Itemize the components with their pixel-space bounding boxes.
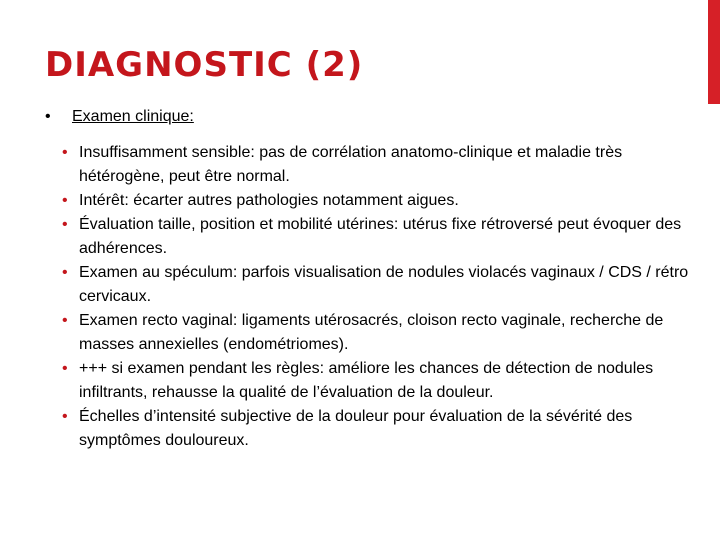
bullet-text: Intérêt: écarter autres pathologies notamment aigues. [79, 192, 459, 209]
bullet-item [62, 261, 702, 309]
bullet-item [62, 189, 702, 213]
bullet-text: Échelles d’intensité subjective de la douleur pour évaluation de la sévérité des symptômes douloureux. [79, 408, 633, 449]
section-label: Examen clinique: [72, 108, 194, 125]
bullet-marker: • [62, 192, 68, 209]
bullet-text: Examen recto vaginal: ligaments utérosacrés, cloison recto vaginale, recherche de masses annexielles (endométriomes). [79, 312, 664, 353]
section-bullet: • [45, 108, 51, 125]
accent-bar [708, 0, 720, 104]
bullet-marker: • [62, 408, 68, 425]
bullet-item [62, 141, 702, 189]
slide-title: DIAGNOSTIC (2) [45, 45, 364, 85]
bullet-item [62, 405, 702, 453]
bullet-text: +++ si examen pendant les règles: améliore les chances de détection de nodules infiltrants, rehausse la qualité de l’évaluation de la douleur. [79, 360, 654, 401]
bullet-marker: • [62, 144, 68, 161]
bullet-marker: • [62, 360, 68, 377]
bullet-text: Examen au spéculum: parfois visualisation de nodules violacés vaginaux / CDS / rétro cervicaux. [79, 264, 689, 305]
bullet-text: Évaluation taille, position et mobilité utérines: utérus fixe rétroversé peut évoquer des adhérences. [79, 216, 682, 257]
bullet-marker: • [62, 264, 68, 281]
bullet-item [62, 213, 702, 261]
section-item [45, 106, 194, 128]
bullet-marker: • [62, 216, 68, 233]
bullet-item [62, 309, 702, 357]
bullet-text: Insuffisamment sensible: pas de corrélation anatomo-clinique et maladie très hétérogène, peut être normal. [79, 144, 623, 185]
bullet-item [62, 357, 702, 405]
section-list [45, 106, 194, 128]
bullet-marker: • [62, 312, 68, 329]
bullet-list [62, 141, 702, 453]
